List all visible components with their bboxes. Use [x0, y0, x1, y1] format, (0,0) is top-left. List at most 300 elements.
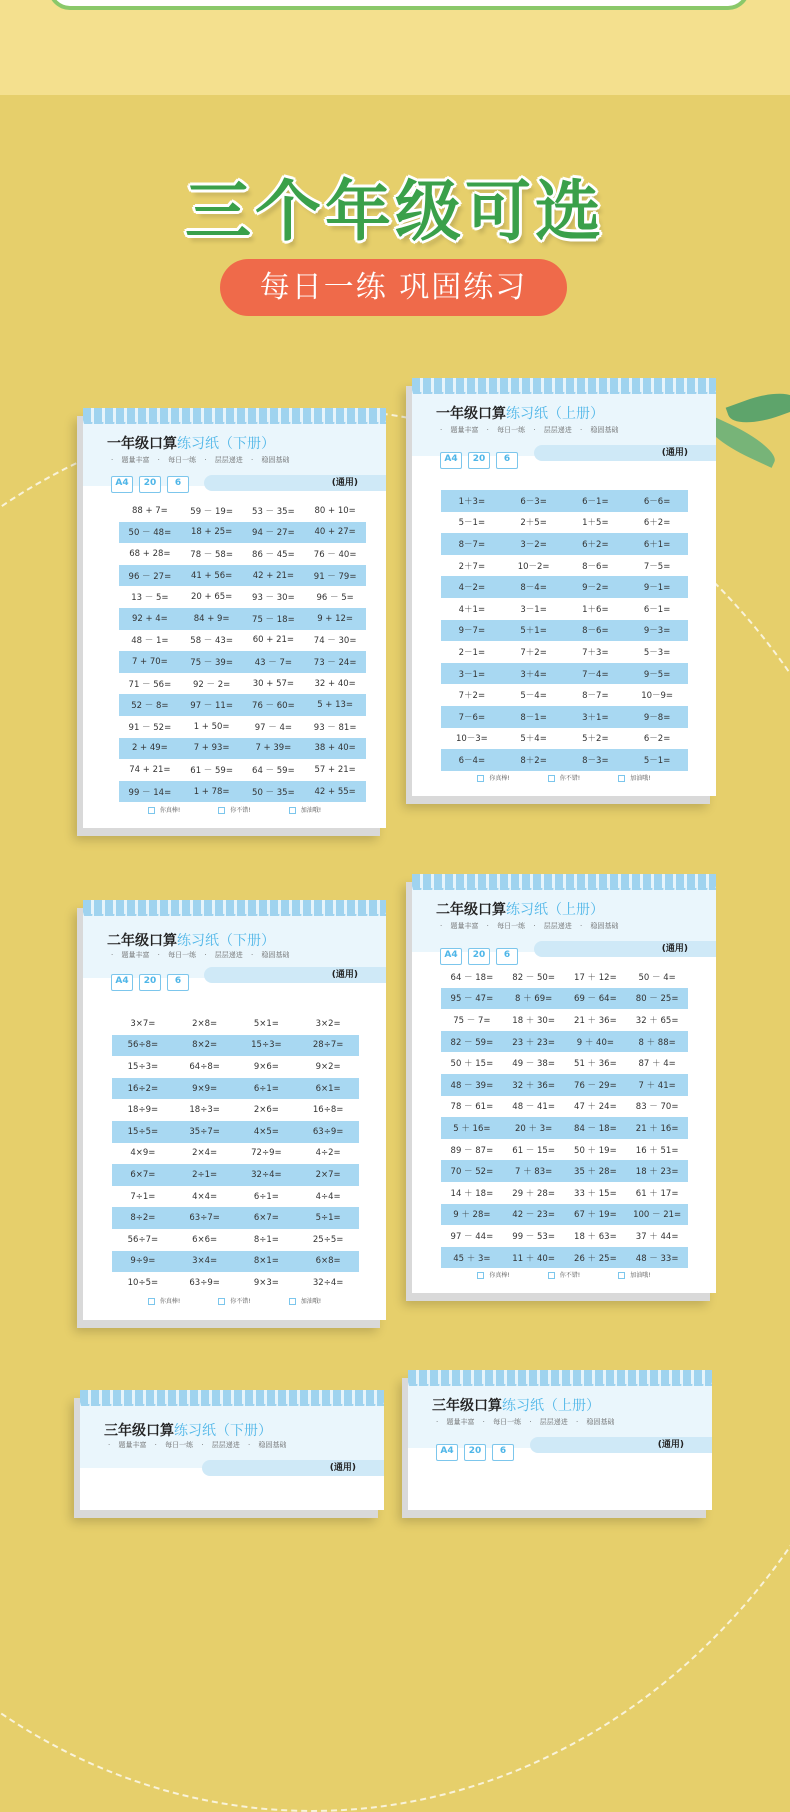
problem-cell: 7 + 70=	[131, 656, 168, 667]
problem-row	[441, 490, 688, 512]
problem-cell: 21 ＋ 16=	[635, 1123, 679, 1134]
problem-row	[441, 555, 688, 577]
problem-list	[112, 1013, 359, 1294]
problem-cell: 2×4=	[192, 1148, 218, 1159]
problem-cell: 8－6=	[582, 626, 609, 637]
problem-cell: 42 － 23=	[512, 1210, 555, 1221]
problem-cell: 57 + 21=	[314, 764, 356, 775]
tag-general: (通用)	[530, 1437, 712, 1453]
problem-cell: 18÷3=	[189, 1105, 220, 1116]
problem-cell: 93 － 81=	[313, 722, 357, 733]
problem-cell: 9÷9=	[130, 1256, 156, 1267]
problem-row	[119, 630, 366, 652]
problem-cell: 7－4=	[582, 669, 609, 680]
problem-cell: 91 － 79=	[313, 571, 357, 582]
problem-cell: 8－6=	[582, 561, 609, 572]
problem-cell: 9－8=	[643, 712, 671, 723]
problem-cell: 7－6=	[458, 712, 486, 723]
problem-row	[112, 1272, 359, 1294]
sheet-features: · 题量丰富 · 每日一练 · 层层递进 · 稳固基础	[440, 426, 619, 434]
problem-cell: 9－3=	[643, 626, 671, 637]
problem-row	[112, 1099, 359, 1121]
problem-cell: 8×1=	[253, 1256, 279, 1267]
sheet-badges: A4 20 6	[440, 452, 518, 469]
problem-cell: 43 － 7=	[254, 657, 292, 668]
problem-cell: 71 － 56=	[128, 679, 172, 690]
leaf-icon	[726, 384, 790, 432]
problem-cell: 42 + 55=	[314, 786, 356, 797]
problem-cell: 50 ＋ 19=	[574, 1145, 617, 1156]
problem-row	[441, 1052, 688, 1074]
sheet-features: · 题量丰富 · 每日一练 · 层层递进 · 稳固基础	[111, 456, 290, 464]
problem-cell: 69 － 64=	[574, 994, 617, 1005]
problem-cell: 9×2=	[315, 1061, 341, 1072]
subtitle-pill: 每日一练 巩固练习	[220, 259, 567, 316]
problem-cell: 10÷5=	[127, 1277, 159, 1288]
sheet-footer: 你真棒! 你不错! 加油哦!	[83, 805, 386, 814]
problem-cell: 3×2=	[315, 1018, 341, 1029]
problem-cell: 21 ＋ 36=	[574, 1015, 617, 1026]
tag-general: (通用)	[204, 475, 386, 491]
problem-cell: 3－1=	[458, 669, 486, 680]
problem-row	[112, 1035, 359, 1057]
problem-cell: 6－1=	[643, 604, 671, 615]
problem-cell: 18 ＋ 30=	[512, 1015, 555, 1026]
problem-row	[119, 543, 366, 565]
problem-cell: 16÷2=	[127, 1083, 159, 1094]
problem-cell: 97 － 4=	[254, 722, 292, 733]
problem-cell: 32 ＋ 36=	[512, 1080, 555, 1091]
problem-row	[112, 1143, 359, 1165]
problem-cell: 3×7=	[130, 1018, 156, 1029]
problem-cell: 63÷9=	[189, 1277, 220, 1288]
problem-cell: 97 － 11=	[190, 701, 233, 712]
problem-cell: 5－1=	[643, 755, 671, 766]
problem-row	[112, 1013, 359, 1035]
sheet-footer: 你真棒! 你不错! 加油哦!	[83, 1296, 386, 1305]
problem-cell: 1＋5=	[582, 518, 609, 529]
problem-list	[441, 966, 688, 1268]
worksheet-grade3-vol2	[80, 1390, 384, 1510]
problem-cell: 64 － 59=	[252, 765, 295, 776]
problem-cell: 38 + 40=	[314, 743, 356, 754]
problem-row	[119, 522, 366, 544]
sheet-title: 二年级口算练习纸（上册）	[436, 902, 604, 918]
problem-cell: 86 － 45=	[252, 549, 295, 560]
worksheet-grade1-vol1	[412, 378, 716, 796]
problem-cell: 3－1=	[520, 604, 547, 615]
sheet-features: · 题量丰富 · 每日一练 · 层层递进 · 稳固基础	[440, 922, 619, 930]
problem-cell: 42 + 21=	[252, 570, 295, 581]
problem-cell: 15÷5=	[127, 1126, 159, 1137]
problem-cell: 48 － 41=	[512, 1102, 555, 1113]
problem-row	[119, 694, 366, 716]
problem-cell: 9－1=	[643, 583, 671, 594]
problem-row	[441, 684, 688, 706]
problem-cell: 2×7=	[315, 1169, 341, 1180]
problem-cell: 74 + 21=	[129, 764, 171, 775]
problem-row	[441, 663, 688, 685]
problem-cell: 2÷1=	[192, 1169, 218, 1180]
problem-cell: 5＋2=	[582, 734, 609, 745]
problem-row	[441, 1225, 688, 1247]
problem-cell: 63÷7=	[189, 1213, 220, 1224]
problem-cell: 9×3=	[253, 1277, 279, 1288]
sheet-features: · 题量丰富 · 每日一练 · 层层递进 · 稳固基础	[111, 951, 290, 959]
problem-cell: 16 ＋ 51=	[635, 1145, 679, 1156]
problem-cell: 4×9=	[130, 1148, 156, 1159]
problem-cell: 18 ＋ 63=	[574, 1231, 617, 1242]
problem-row	[441, 1031, 688, 1053]
problem-cell: 6＋2=	[643, 518, 671, 529]
problem-row	[112, 1056, 359, 1078]
problem-cell: 78 － 61=	[450, 1102, 494, 1113]
problem-row	[441, 641, 688, 663]
problem-row	[119, 759, 366, 781]
problem-cell: 8×2=	[192, 1040, 218, 1051]
problem-cell: 4＋1=	[458, 604, 486, 615]
sheet-footer: 你真棒! 你不错! 加油哦!	[412, 773, 716, 782]
problem-cell: 35÷7=	[189, 1126, 220, 1137]
problem-cell: 61 － 59=	[190, 765, 233, 776]
problem-cell: 15÷3=	[251, 1040, 282, 1051]
sheet-badges: A4 20 6	[440, 948, 518, 965]
problem-cell: 91 － 52=	[128, 722, 172, 733]
problem-cell: 9 + 12=	[317, 613, 354, 624]
problem-cell: 7＋2=	[520, 647, 547, 658]
problem-cell: 13 － 5=	[131, 593, 169, 604]
problem-cell: 49 － 38=	[512, 1059, 555, 1070]
sheet-title: 一年级口算练习纸（上册）	[436, 406, 604, 422]
problem-cell: 93 － 30=	[252, 593, 295, 604]
problem-cell: 92 + 4=	[131, 613, 168, 624]
problem-row	[119, 500, 366, 522]
problem-cell: 96 － 5=	[316, 593, 354, 604]
problem-cell: 1 + 78=	[193, 786, 230, 797]
problem-cell: 63÷9=	[312, 1126, 344, 1137]
problem-cell: 3＋4=	[520, 669, 547, 680]
problem-cell: 88 + 7=	[131, 505, 168, 516]
problem-cell: 5－3=	[643, 647, 671, 658]
problem-cell: 7 + 93=	[193, 743, 230, 754]
problem-row	[119, 651, 366, 673]
problem-cell: 6×7=	[130, 1169, 156, 1180]
problem-cell: 8÷1=	[253, 1234, 279, 1245]
problem-cell: 32 ＋ 65=	[635, 1015, 679, 1026]
problem-cell: 70 － 52=	[450, 1167, 494, 1178]
problem-list	[119, 500, 366, 802]
problem-row	[441, 1160, 688, 1182]
problem-cell: 99 － 14=	[128, 787, 172, 798]
problem-cell: 32 + 40=	[314, 678, 356, 689]
problem-cell: 2 + 49=	[131, 743, 168, 754]
problem-cell: 89 － 87=	[450, 1145, 494, 1156]
problem-cell: 67 ＋ 19=	[574, 1210, 617, 1221]
tag-general: (通用)	[534, 941, 716, 957]
problem-cell: 9－2=	[582, 583, 609, 594]
problem-cell: 78 － 58=	[190, 549, 233, 560]
problem-cell: 6＋1=	[643, 539, 671, 550]
problem-cell: 100 － 21=	[633, 1210, 682, 1221]
problem-cell: 8÷2=	[130, 1213, 156, 1224]
problem-cell: 48 － 39=	[450, 1080, 494, 1091]
worksheet-grade2-vol1	[412, 874, 716, 1293]
problem-row	[441, 1182, 688, 1204]
problem-cell: 60 + 21=	[252, 635, 295, 646]
problem-cell: 87 ＋ 4=	[638, 1059, 676, 1070]
problem-cell: 47 ＋ 24=	[574, 1102, 617, 1113]
sheet-title: 三年级口算练习纸（上册）	[432, 1398, 600, 1414]
problem-cell: 59 － 19=	[190, 506, 233, 517]
problem-cell: 23 ＋ 23=	[512, 1037, 555, 1048]
problem-row	[441, 620, 688, 642]
problem-list	[441, 490, 688, 771]
problem-cell: 96 － 27=	[128, 571, 172, 582]
sheet-badges: A4 20 6	[111, 476, 189, 493]
problem-cell: 8－3=	[582, 755, 609, 766]
problem-row	[441, 728, 688, 750]
problem-cell: 6－4=	[458, 755, 486, 766]
problem-cell: 1 + 50=	[193, 721, 230, 732]
problem-cell: 10－2=	[517, 561, 550, 572]
problem-cell: 26 ＋ 25=	[574, 1253, 617, 1264]
problem-cell: 37 ＋ 44=	[635, 1231, 679, 1242]
problem-cell: 20 + 65=	[190, 592, 233, 603]
problem-row	[441, 512, 688, 534]
problem-cell: 33 ＋ 15=	[574, 1188, 617, 1199]
problem-row	[441, 966, 688, 988]
problem-cell: 32÷4=	[251, 1169, 282, 1180]
problem-cell: 56÷7=	[127, 1234, 159, 1245]
sheet-badges: A4 20 6	[111, 974, 189, 991]
problem-cell: 7 ＋ 83=	[515, 1167, 553, 1178]
problem-cell: 83 － 70=	[635, 1102, 679, 1113]
problem-row	[441, 598, 688, 620]
problem-cell: 6－1=	[582, 496, 609, 507]
problem-cell: 8＋2=	[520, 755, 547, 766]
problem-cell: 41 + 56=	[190, 570, 233, 581]
sheet-title: 一年级口算练习纸（下册）	[107, 436, 275, 452]
problem-row	[119, 586, 366, 608]
problem-cell: 50 ＋ 15=	[450, 1059, 494, 1070]
problem-row	[441, 1139, 688, 1161]
problem-cell: 8 ＋ 88=	[638, 1037, 676, 1048]
problem-row	[441, 1247, 688, 1269]
problem-cell: 94 － 27=	[252, 528, 295, 539]
problem-cell: 6÷1=	[253, 1083, 279, 1094]
problem-cell: 25÷5=	[312, 1234, 344, 1245]
problem-cell: 80 + 10=	[314, 505, 356, 516]
worksheet-grade2-vol2	[83, 900, 386, 1320]
problem-row	[119, 608, 366, 630]
problem-cell: 6÷1=	[253, 1191, 279, 1202]
problem-cell: 32÷4=	[312, 1277, 344, 1288]
sheet-features: · 题量丰富 · 每日一练 · 层层递进 · 稳固基础	[436, 1418, 615, 1426]
problem-cell: 29 ＋ 28=	[512, 1188, 555, 1199]
problem-row	[119, 716, 366, 738]
problem-cell: 48 － 1=	[131, 636, 169, 647]
problem-cell: 61 ＋ 17=	[635, 1188, 679, 1199]
problem-cell: 9×9=	[192, 1083, 218, 1094]
problem-cell: 50 － 48=	[128, 528, 172, 539]
tag-general: (通用)	[202, 1460, 384, 1476]
problem-cell: 8－7=	[582, 691, 609, 702]
problem-cell: 97 － 44=	[450, 1231, 494, 1242]
problem-cell: 10－3=	[455, 734, 488, 745]
problem-cell: 2×6=	[253, 1105, 279, 1116]
problem-cell: 76 － 60=	[252, 701, 295, 712]
worksheet-grade1-vol2	[83, 408, 386, 828]
problem-row	[119, 781, 366, 803]
problem-cell: 95 － 47=	[450, 994, 494, 1005]
problem-cell: 1＋6=	[582, 604, 609, 615]
problem-row	[441, 1009, 688, 1031]
problem-cell: 5＋4=	[520, 734, 547, 745]
problem-cell: 8－4=	[520, 583, 547, 594]
problem-row	[441, 706, 688, 728]
problem-cell: 28÷7=	[312, 1040, 344, 1051]
problem-cell: 6－3=	[520, 496, 547, 507]
problem-cell: 8－7=	[458, 539, 486, 550]
worksheet-grade3-vol1	[408, 1370, 712, 1510]
problem-cell: 73 － 24=	[313, 657, 357, 668]
problem-row	[441, 1204, 688, 1226]
problem-cell: 52 － 8=	[131, 701, 169, 712]
problem-cell: 7 + 39=	[255, 743, 292, 754]
problem-cell: 82 － 59=	[450, 1037, 494, 1048]
problem-cell: 15÷3=	[127, 1061, 159, 1072]
problem-cell: 7＋3=	[582, 647, 609, 658]
problem-cell: 7－5=	[643, 561, 671, 572]
problem-cell: 8－1=	[520, 712, 547, 723]
problem-cell: 68 + 28=	[129, 548, 171, 559]
problem-cell: 4－2=	[458, 583, 486, 594]
problem-cell: 45 ＋ 3=	[453, 1253, 491, 1264]
problem-row	[441, 1074, 688, 1096]
problem-cell: 16÷8=	[312, 1105, 344, 1116]
problem-cell: 10－9=	[641, 691, 674, 702]
problem-cell: 3×4=	[192, 1256, 218, 1267]
problem-row	[119, 738, 366, 760]
problem-cell: 1＋3=	[458, 496, 486, 507]
problem-row	[112, 1229, 359, 1251]
problem-cell: 20 ＋ 3=	[515, 1123, 553, 1134]
problem-cell: 61 － 15=	[512, 1145, 555, 1156]
problem-row	[441, 988, 688, 1010]
problem-cell: 76 － 40=	[313, 549, 357, 560]
tag-general: (通用)	[204, 967, 386, 983]
problem-cell: 56÷8=	[127, 1040, 159, 1051]
sheet-footer: 你真棒! 你不错! 加油哦!	[412, 1270, 716, 1279]
problem-cell: 9 ＋ 40=	[576, 1037, 614, 1048]
problem-cell: 58 － 43=	[190, 636, 233, 647]
problem-cell: 2＋5=	[520, 518, 547, 529]
problem-cell: 53 － 35=	[252, 506, 295, 517]
problem-cell: 11 ＋ 40=	[512, 1253, 555, 1264]
problem-cell: 7 ＋ 41=	[638, 1080, 676, 1091]
problem-row	[119, 673, 366, 695]
problem-row	[441, 533, 688, 555]
problem-cell: 35 ＋ 28=	[574, 1167, 617, 1178]
problem-cell: 75 － 39=	[190, 657, 233, 668]
page-title: 三个年级可选	[185, 173, 605, 250]
problem-row	[441, 749, 688, 771]
problem-cell: 80 － 25=	[635, 994, 679, 1005]
problem-cell: 6－2=	[643, 734, 671, 745]
top-card-edge	[48, 0, 750, 10]
problem-cell: 4×4=	[192, 1191, 218, 1202]
sheet-features: · 题量丰富 · 每日一练 · 层层递进 · 稳固基础	[108, 1441, 287, 1449]
problem-row	[112, 1207, 359, 1229]
problem-row	[441, 1096, 688, 1118]
problem-row	[112, 1121, 359, 1143]
problem-cell: 50 － 35=	[252, 787, 295, 798]
top-band	[0, 0, 790, 95]
problem-cell: 2＋7=	[458, 561, 486, 572]
problem-cell: 75 － 18=	[252, 614, 295, 625]
problem-cell: 8 ＋ 69=	[515, 994, 553, 1005]
problem-cell: 9－5=	[643, 669, 671, 680]
problem-cell: 40 + 27=	[314, 527, 356, 538]
sheet-title: 三年级口算练习纸（下册）	[104, 1423, 272, 1439]
problem-cell: 5 ＋ 16=	[453, 1123, 491, 1134]
problem-cell: 6×8=	[315, 1256, 341, 1267]
problem-cell: 7÷1=	[130, 1191, 156, 1202]
problem-cell: 4×5=	[253, 1126, 279, 1137]
problem-cell: 4÷2=	[315, 1148, 341, 1159]
problem-cell: 5×1=	[253, 1018, 279, 1029]
problem-cell: 5－4=	[520, 691, 547, 702]
problem-cell: 84 － 18=	[574, 1123, 617, 1134]
problem-cell: 75 － 7=	[453, 1015, 491, 1026]
problem-cell: 6＋2=	[582, 539, 609, 550]
problem-row	[112, 1251, 359, 1273]
tag-general: (通用)	[534, 445, 716, 461]
problem-cell: 30 + 57=	[252, 678, 295, 689]
problem-cell: 6×1=	[315, 1083, 341, 1094]
problem-row	[112, 1186, 359, 1208]
problem-cell: 6×7=	[253, 1213, 279, 1224]
problem-cell: 84 + 9=	[193, 613, 230, 624]
problem-cell: 51 ＋ 36=	[574, 1059, 617, 1070]
problem-row	[112, 1164, 359, 1186]
problem-cell: 64 － 18=	[450, 972, 494, 983]
problem-cell: 2×8=	[192, 1018, 218, 1029]
problem-cell: 6×6=	[192, 1234, 218, 1245]
problem-cell: 5－1=	[458, 518, 486, 529]
problem-cell: 92 － 2=	[193, 679, 231, 690]
problem-row	[119, 565, 366, 587]
problem-row	[441, 1117, 688, 1139]
problem-cell: 3－2=	[520, 539, 547, 550]
problem-cell: 74 － 30=	[313, 636, 357, 647]
problem-cell: 48 － 33=	[635, 1253, 679, 1264]
sheet-badges: A4 20 6	[436, 1444, 514, 1461]
problem-cell: 76 － 29=	[574, 1080, 617, 1091]
problem-cell: 5＋1=	[520, 626, 547, 637]
problem-cell: 9－7=	[458, 626, 486, 637]
problem-cell: 3＋1=	[582, 712, 609, 723]
problem-cell: 17 ＋ 12=	[574, 972, 617, 983]
problem-cell: 7＋2=	[458, 691, 486, 702]
problem-cell: 18 ＋ 23=	[635, 1167, 679, 1178]
problem-cell: 50 － 4=	[638, 972, 676, 983]
problem-row	[112, 1078, 359, 1100]
problem-cell: 2－1=	[458, 647, 486, 658]
sheet-title: 二年级口算练习纸（下册）	[107, 933, 275, 949]
problem-cell: 14 ＋ 18=	[450, 1188, 494, 1199]
problem-cell: 18÷9=	[127, 1105, 159, 1116]
